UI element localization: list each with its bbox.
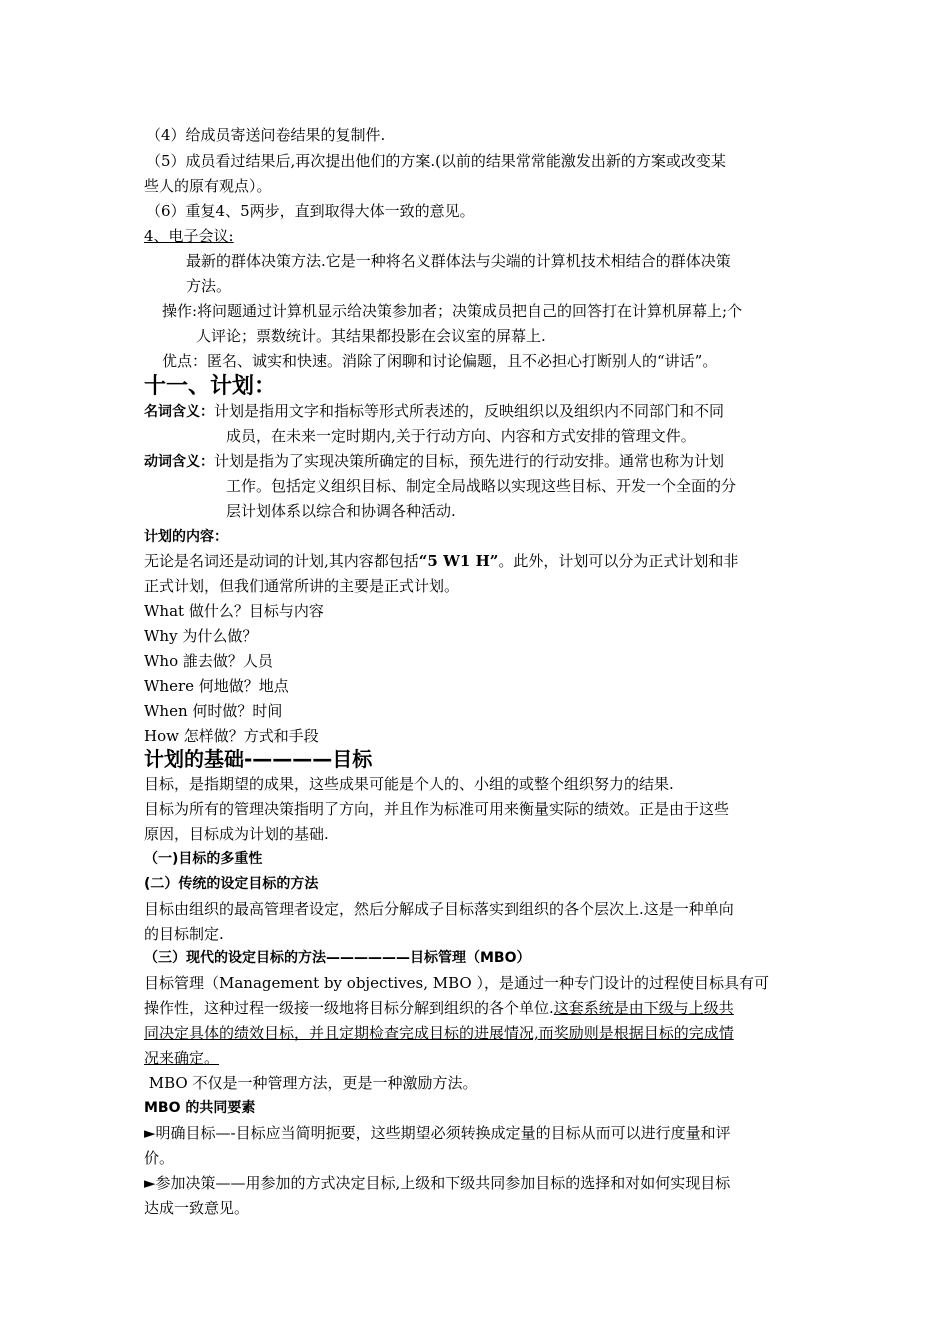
plan-content-heading: 计划的内容： [144, 529, 228, 545]
econf-heading: 4、电子会议: [144, 227, 234, 245]
goal-title: 计划的基础-————目标 [144, 747, 373, 771]
w-item-why: Why 为什么做？ [144, 627, 258, 645]
goal-p2-line1: 目标为所有的管理决策指明了方向，并且作为标准可用来衡量实际的绩效。正是由于这些 [144, 800, 730, 818]
mbo-p-line4: 况来确定。 [144, 1049, 220, 1067]
plan-title: 十一、计划： [144, 374, 277, 399]
w-item-what: What 做什么？目标与内容 [144, 602, 324, 620]
econf-desc-line1: 最新的群体决策方法.它是一种将名义群体法与尖端的计算机技术相结合的群体决策 [186, 252, 731, 270]
goal-p3-line1: 目标由组织的最高管理者设定，然后分解成子目标落实到组织的各个层次上.这是一种单向 [144, 900, 734, 918]
goal-heading-modern: （三）现代的设定目标的方法——————目标管理（MBO） [144, 950, 531, 966]
econf-advantage: 优点：匿名、诚实和快速。消除了闲聊和讨论偏题，且不必担心打断别人的“讲话”。 [162, 352, 718, 370]
plan-content-line2: 正式计划，但我们通常所讲的主要是正式计划。 [144, 577, 460, 595]
goal-p2-line2: 原因，目标成为计划的基础. [144, 825, 329, 843]
w-item-who: Who 誰去做？人员 [144, 652, 273, 670]
step-4: （4）给成员寄送问卷结果的复制件. [146, 126, 386, 144]
econf-op-line2: 人评论；票数统计。其结果都投影在会议室的屏幕上. [196, 327, 546, 345]
verb-meaning-line1: 动词含义：计划是指为了实现决策所确定的目标，预先进行的行动安排。通常也称为计划 [144, 452, 725, 470]
verb-meaning-label: 动词含义： [144, 454, 214, 470]
noun-meaning-line1: 名词含义：计划是指用文字和指标等形式所表述的，反映组织以及组织内不同部门和不同 [144, 402, 725, 420]
5w1h-label: “5 W1 H” [418, 552, 499, 570]
verb-meaning-line2: 工作。包括定义组织目标、制定全局战略以实现这些目标、开发一个全面的分 [226, 477, 737, 495]
mbo-p-line2: 操作性，这种过程一级接一级地将目标分解到组织的各个单位.这套系统是由下级与上级共 [144, 999, 734, 1017]
noun-meaning-label: 名词含义： [144, 404, 214, 420]
plan-content-line1: 无论是名词还是动词的计划,其内容都包括“5 W1 H”。此外，计划可以分为正式计划和非 [144, 552, 739, 570]
econf-op-line1: 操作:将问题通过计算机显示给决策参加者；决策成员把自己的回答打在计算机屏幕上;个 [162, 302, 743, 320]
element-2-line2: 达成一致意见。 [144, 1199, 250, 1217]
w-item-how: How 怎样做？方式和手段 [144, 727, 319, 745]
w-item-where: Where 何地做？地点 [144, 677, 289, 695]
econf-desc-line2: 方法。 [186, 277, 232, 295]
element-2-line1: ►参加决策——用参加的方式决定目标,上级和下级共同参加目标的选择和对如何实现目标 [144, 1174, 731, 1192]
noun-meaning-line2: 成员，在未来一定时期内,关于行动方向、内容和方式安排的管理文件。 [226, 427, 696, 445]
mbo-motivation: MBO 不仅是一种管理方法，更是一种激励方法。 [144, 1074, 478, 1092]
goal-p3-line2: 的目标制定. [144, 925, 224, 943]
element-1-line2: 价。 [144, 1149, 175, 1167]
mbo-p-line1: 目标管理（Management by objectives, MBO ），是通过一种专门设计的过程使目标具有可 [144, 974, 769, 992]
goal-heading-traditional: (二）传统的设定目标的方法 [144, 876, 319, 892]
goal-p1: 目标，是指期望的成果，这些成果可能是个人的、小组的或整个组织努力的结果. [144, 775, 674, 793]
verb-meaning-line3: 层计划体系以综合和协调各种活动. [226, 502, 456, 520]
mbo-elements-heading: MBO 的共同要素 [144, 1100, 256, 1116]
mbo-p-line3: 同决定具体的绩效目标，并且定期检查完成目标的进展情况,而奖励则是根据目标的完成情 [144, 1024, 734, 1042]
element-1-line1: ►明确目标—-目标应当简明扼要，这些期望必须转换成定量的目标从而可以进行度量和评 [144, 1124, 731, 1142]
step-6: （6）重复4、5两步，直到取得大体一致的意见。 [146, 202, 475, 220]
step-5-line2: 些人的原有观点）。 [144, 177, 272, 195]
w-item-when: When 何时做？时间 [144, 702, 283, 720]
step-5-line1: （5）成员看过结果后,再次提出他们的方案.(以前的结果常常能激发出新的方案或改变某 [146, 152, 726, 170]
goal-heading-multiplicity: （一)目标的多重性 [144, 851, 263, 867]
